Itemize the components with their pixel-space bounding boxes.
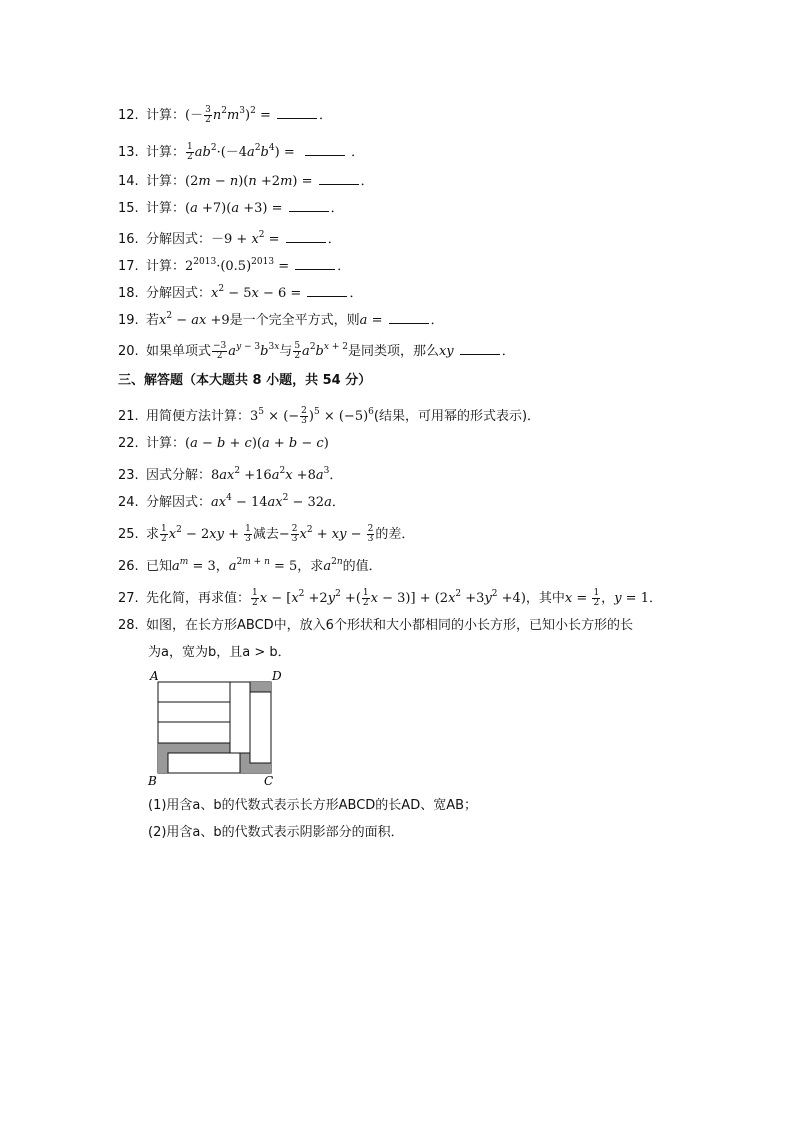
label-b: B [148, 774, 157, 788]
shaded-top-right [250, 682, 271, 692]
problem-15: 15. 计算：(a +7)(a +3) = ． [118, 201, 344, 216]
label-a: A [150, 669, 159, 683]
problem-28-line1: 28. 如图，在长方形ABCD中，放入6个形状和大小都相同的小长方形，已知小长方形的长 [118, 618, 633, 633]
problem-28-q2: (2)用含a、b的代数式表示阴影部分的面积． [148, 825, 404, 840]
problem-24: 24. 分解因式：$ax^4 - 14ax^2 - 32a$． [118, 493, 345, 510]
small-rect-3 [158, 722, 230, 743]
small-rect-2 [158, 702, 230, 722]
problem-27: 27. 先化简，再求值： $\frac{1}{2}$ $x - [x^2 +2y^2$ +( $\frac{1}{2}$ $x - 3)] + (2x^2 +3y^2 +4)$，其中x = $\frac{1}{2}$ ，y = 1． [118, 588, 662, 608]
problem-20: 20. 如果单项式 $\frac{-3}{2}$ $a^{y - 3}b^{3x}$与 $\frac{5}{2}$ $a^2b^{x + 2}$是同类项，那么xy ． [118, 341, 515, 361]
problem-12: 12. 计算：(－ $\frac{3}{2}$ $n^2m^3)^2$ = ． [118, 105, 332, 125]
problem-14: 14. 计算：(2m − n)(n +2m) = ． [118, 174, 374, 189]
small-rect-5 [250, 692, 271, 763]
problem-28-line2: 为a，宽为b，且a > b． [148, 645, 291, 660]
small-rect-4 [230, 682, 250, 753]
label-d: D [272, 669, 282, 683]
problem-13: 13. 计算： $\frac{1}{2}$ $ab^2\cdot(-4a^2b^4)$ = ． [118, 142, 365, 162]
problem-17: 17. 计算：$2^{2013}\cdot(0.5)^{2013}$ = ． [118, 257, 351, 274]
problem-22: 22. 计算：(a − b + c)(a + b − c) [118, 436, 329, 451]
label-c: C [264, 774, 274, 788]
section-heading: 三、解答题（本大题共 8 小题，共 54 分） [118, 373, 372, 388]
problem-23: 23. 因式分解：$8ax^2 +16a^2x +8a^3$． [118, 466, 343, 483]
problem-28-q1: (1)用含a、b的代数式表示长方形ABCD的长AD、宽AB； [148, 798, 478, 813]
rectangle-figure [140, 666, 280, 786]
problem-26: 26. 已知$a^m = 3$，$a^{2m + n} = 5$，求$a^{2n}$的值． [118, 557, 382, 574]
problem-19: 19. 若$x^2$ − ax +9是一个完全平方式，则a = ． [118, 311, 444, 328]
problem-16: 16. 分解因式：$-9 + x^2$ = ． [118, 230, 341, 247]
problem-18: 18. 分解因式：$x^2 - 5x - 6$ = ． [118, 284, 363, 301]
problem-25: 25. 求 $\frac{1}{2}$ $x^2 - 2xy$ + $\frac{1}{3}$ 减去− $\frac{2}{3}$ $x^2$ + xy − $\frac{2}{3}$ 的差． [118, 524, 415, 544]
problem-21: 21. 用简便方法计算：$3^5$ × (− $\frac{2}{3}$ )$^5 \times (-5)^6$(结果，可用幂的形式表示)． [118, 406, 541, 426]
small-rect-6 [168, 753, 240, 773]
small-rect-1 [158, 682, 230, 702]
